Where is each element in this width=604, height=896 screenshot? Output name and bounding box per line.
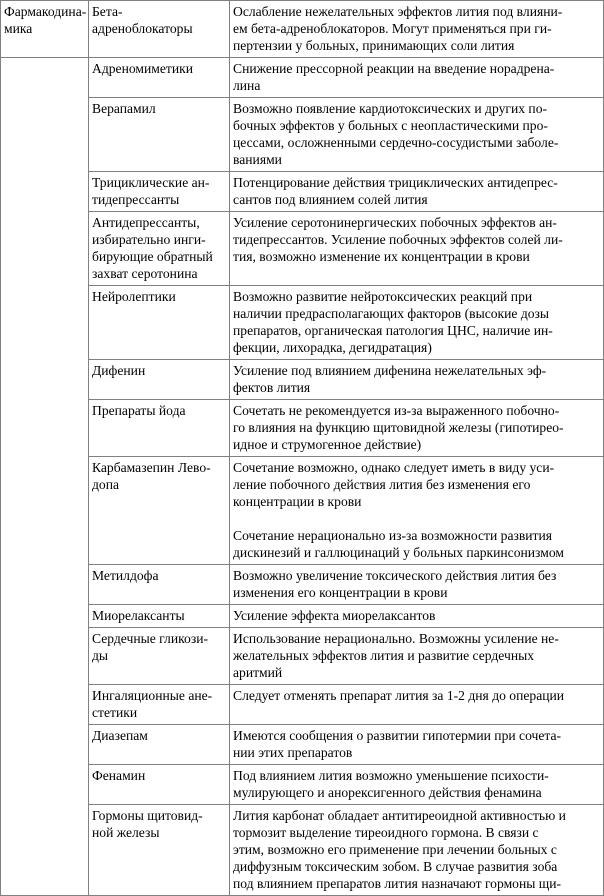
effect-cell	[230, 400, 604, 457]
table-row	[1, 765, 604, 805]
effect-cell	[230, 172, 604, 212]
effect-text: Следует отменять препарат лития за 1-2 дня до операции	[233, 688, 565, 703]
drug-name-cell: Диазепам	[89, 725, 230, 765]
effect-cell	[230, 457, 604, 565]
effect-text: Под влиянием лития возможно уменьшение психости- мулирующего и анорексигенного действия фенамина	[233, 768, 549, 800]
category-cell-empty	[1, 58, 89, 896]
table-row	[1, 212, 604, 286]
effect-cell	[230, 725, 604, 765]
effect-cell	[230, 605, 604, 628]
effect-text: Потенцирование действия трициклических антидепрес- сантов под влиянием солей лития	[233, 175, 558, 207]
table-row	[1, 628, 604, 685]
table-row	[1, 400, 604, 457]
effect-text: Использование нерационально. Возможны усиление не- желательных эффектов лития и развитие сердечных аритмий	[233, 631, 559, 680]
effect-cell	[230, 98, 604, 172]
effect-cell	[230, 805, 604, 896]
drug-name-cell: Нейролептики	[89, 286, 230, 360]
effect-text: Возможно появление кардиотоксических и других по- бочных эффектов у больных с неопластическими про- цессами, осложненными сердечно-сосудистыми заболе- ваниями	[233, 101, 559, 167]
table-row	[1, 565, 604, 605]
drug-name-cell: Сердечные гликози- ды	[89, 628, 230, 685]
effect-text: Усиление под влиянием дифенина нежелательных эф- фектов лития	[233, 363, 547, 395]
effect-text: Возможно увеличение токсического действия лития без изменения его концентрации в крови	[233, 568, 557, 600]
drug-name-cell: Адреномиметики	[89, 58, 230, 98]
effect-cell	[230, 628, 604, 685]
effect-cell	[230, 1, 604, 58]
table-row	[1, 685, 604, 725]
effect-text: Возможно развитие нейротоксических реакций при наличии предрасполагающих факторов (высокие дозы препаратов, органическая патология ЦНС, наличие ин- фекции, лихорадка, дегидратация)	[233, 289, 553, 355]
table-row	[1, 725, 604, 765]
effect-cell	[230, 765, 604, 805]
drug-name-cell: Трициклические ан- тидепрессанты	[89, 172, 230, 212]
table-row	[1, 360, 604, 400]
table-row	[1, 286, 604, 360]
table-row	[1, 172, 604, 212]
drug-name-cell: Миорелаксанты	[89, 605, 230, 628]
effect-text: Усиление серотонинергических побочных эффектов ан- тидепрессантов. Усиление побочных эффектов солей ли- тия, возможно изменение их концентрации в крови	[233, 215, 563, 264]
drug-name-cell: Гормоны щитовид- ной железы	[89, 805, 230, 896]
table-row	[1, 805, 604, 896]
effect-text: Усиление эффекта миорелаксантов	[233, 608, 436, 623]
effect-cell	[230, 58, 604, 98]
table-row	[1, 457, 604, 565]
effect-text: Сочетать не рекомендуется из-за выраженного побочно- го влияния на функцию щитовидной железы (гипотиреo- идное и струмогенное действие)	[233, 403, 564, 452]
effect-text: Сочетание нерационально из-за возможности развития дискинезий и галлюцинаций у больных паркинсонизмом	[233, 528, 564, 560]
table-row	[1, 98, 604, 172]
table-row	[1, 1, 604, 58]
effect-text: Снижение прессорной реакции на введение норадрена- лина	[233, 61, 555, 93]
table-row	[1, 605, 604, 628]
effect-cell	[230, 360, 604, 400]
category-cell: Фармакодина- мика	[1, 1, 89, 58]
effect-cell	[230, 286, 604, 360]
effect-cell	[230, 565, 604, 605]
effect-text: Ослабление нежелательных эффектов лития под влияни- ем бета-адреноблокаторов. Могут применяться при ги- пертензии у больных, принимающих соли лития	[233, 4, 563, 53]
effect-cell	[230, 685, 604, 725]
effect-text: Лития карбонат обладает антитиреоидной активностью и тормозит выделение тиреоидного гормона. В связи с этим, возможно его применение при лечении больных с диффузным токсическим зобом. В случае развития зоба под влиянием препаратов лития назначают гормоны щи-	[233, 808, 566, 891]
drug-name-cell: Антидепрессанты, избирательно инги- бирующие обратный захват серотонина	[89, 212, 230, 286]
drug-name-cell: Дифенин	[89, 360, 230, 400]
drug-name-cell: Метилдофа	[89, 565, 230, 605]
table-body	[1, 1, 604, 896]
drug-name-cell: Ингаляционные ане- стетики	[89, 685, 230, 725]
effect-text: Сочетание возможно, однако следует иметь в виду уси- ление побочного действия лития без изменения его концентрации в крови	[233, 460, 555, 509]
effect-text: Имеются сообщения о развитии гипотермии при сочета- нии этих препаратов	[233, 728, 562, 760]
drug-name-cell: Препараты йода	[89, 400, 230, 457]
effect-cell	[230, 212, 604, 286]
drug-name-cell: Верапамил	[89, 98, 230, 172]
drug-name-cell: Карбамазепин Лево- допа	[89, 457, 230, 565]
drug-name-cell: Бета- адреноблокаторы	[89, 1, 230, 58]
drug-name-cell: Фенамин	[89, 765, 230, 805]
table-row	[1, 58, 604, 98]
